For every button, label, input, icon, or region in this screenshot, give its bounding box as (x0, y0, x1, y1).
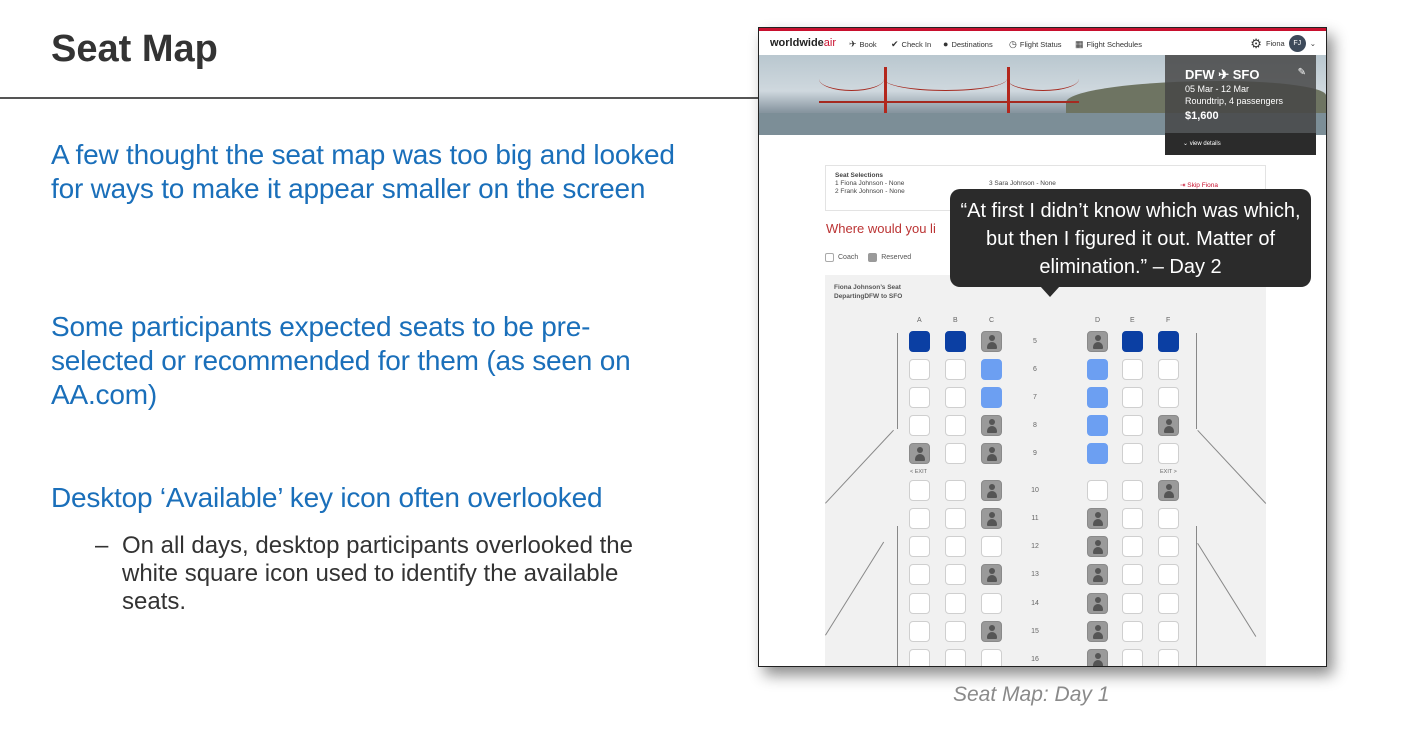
seat-available[interactable] (1158, 593, 1179, 614)
bullet-available-key: Desktop ‘Available’ key icon often overlooked (51, 482, 603, 513)
bridge-deck (819, 101, 1079, 103)
edit-icon[interactable]: ✎ (1297, 67, 1306, 78)
seat-available[interactable] (909, 387, 930, 408)
seat-column-header: F (1166, 317, 1171, 324)
row-number: 16 (1031, 656, 1039, 663)
fuselage-line (897, 333, 898, 429)
fuselage-line (897, 526, 898, 667)
nav-item-book[interactable]: ✈ Book (849, 39, 877, 49)
fuselage-line (1196, 333, 1197, 429)
seat-preferred[interactable] (981, 387, 1002, 408)
row-number: 8 (1033, 422, 1037, 429)
clock-icon: ◷ (1009, 39, 1017, 49)
reserved-seat-icon (868, 253, 877, 262)
row-number: 12 (1031, 543, 1039, 550)
seat-available[interactable] (909, 359, 930, 380)
trip-dates: 05 Mar - 12 Mar (1185, 84, 1250, 94)
row-number: 7 (1033, 394, 1037, 401)
seat-available[interactable] (1158, 387, 1179, 408)
seat-reserved (981, 443, 1002, 464)
seat-available[interactable] (945, 359, 966, 380)
seat-reserved (1087, 649, 1108, 667)
bullet-seat-map-size: A few thought the seat map was too big and looked for ways to make it appear smaller on the screen (51, 139, 675, 204)
seat-available[interactable] (1122, 443, 1143, 464)
nav-item-flight-schedules[interactable]: ▦ Flight Schedules (1075, 39, 1142, 49)
sub-bullet (95, 532, 675, 616)
passenger-selection[interactable]: 1 Fiona Johnson - None (835, 180, 905, 187)
screenshot-caption: Seat Map: Day 1 (953, 683, 1110, 706)
seat-available[interactable] (909, 593, 930, 614)
trip-price: $1,600 (1185, 110, 1219, 122)
seat-reserved (981, 415, 1002, 436)
seat-preferred[interactable] (1087, 415, 1108, 436)
seat-available[interactable] (945, 564, 966, 585)
available-seat-icon (825, 253, 834, 262)
seat-reserved (1087, 593, 1108, 614)
row-number: 15 (1031, 628, 1039, 635)
seat-preferred[interactable] (981, 359, 1002, 380)
seat-available[interactable] (1122, 359, 1143, 380)
app-screenshot (758, 27, 1327, 667)
seat-reserved (1087, 621, 1108, 642)
seat-available[interactable] (1122, 387, 1143, 408)
seat-available[interactable] (1158, 359, 1179, 380)
seat-column-header: D (1095, 317, 1101, 324)
legend-reserved: Reserved (868, 253, 911, 262)
view-details-toggle[interactable]: ⌄ view details (1165, 133, 1316, 155)
seat-available[interactable] (1158, 649, 1179, 667)
seat-preferred[interactable] (1087, 359, 1108, 380)
seat-available[interactable] (1122, 564, 1143, 585)
passenger-selection[interactable]: 2 Frank Johnson - None (835, 188, 905, 195)
gear-icon[interactable]: ⚙ (1250, 35, 1262, 51)
seat-column-header: E (1130, 317, 1135, 324)
seat-available[interactable] (945, 621, 966, 642)
seat-available[interactable] (945, 593, 966, 614)
bridge-cable (819, 67, 884, 91)
nav-item-check-in[interactable]: ✔ Check In (891, 39, 932, 49)
seat-available[interactable] (1122, 593, 1143, 614)
bridge-cable (1007, 67, 1079, 91)
wing-line (825, 430, 894, 504)
skip-passenger-link[interactable]: ⇥ Skip Fiona (1180, 182, 1218, 189)
seat-available[interactable] (1158, 621, 1179, 642)
chevron-down-icon[interactable]: ⌄ (1309, 39, 1316, 48)
calendar-icon: ▦ (1075, 39, 1084, 49)
seat-reserved (981, 564, 1002, 585)
seat-available[interactable] (945, 415, 966, 436)
slide-title: Seat Map (51, 28, 218, 70)
fuselage-line (1196, 526, 1197, 667)
seat-available[interactable] (945, 387, 966, 408)
row-number: 6 (1033, 366, 1037, 373)
seat-reserved (981, 480, 1002, 501)
seat-reserved (1087, 508, 1108, 529)
seat-available[interactable] (945, 508, 966, 529)
trip-summary (1165, 55, 1316, 155)
seat-prompt-heading: Where would you li (826, 221, 936, 236)
logo-accent: air (823, 37, 837, 49)
seat-column-header: B (953, 317, 958, 324)
seat-available[interactable] (981, 649, 1002, 667)
exit-label-right: EXIT > (1160, 469, 1177, 475)
sub-bullet-dash: – (95, 532, 109, 559)
seat-reserved (981, 331, 1002, 352)
seat-available[interactable] (1122, 621, 1143, 642)
seat-column-header: C (989, 317, 995, 324)
seat-reserved (981, 508, 1002, 529)
seat-available[interactable] (909, 508, 930, 529)
nav-item-flight-status[interactable]: ◷ Flight Status (1009, 39, 1062, 49)
seat-reserved (1158, 480, 1179, 501)
seat-available[interactable] (1122, 536, 1143, 557)
seat-column-header: A (917, 317, 922, 324)
seat-reserved (1087, 536, 1108, 557)
seat-available[interactable] (1122, 649, 1143, 667)
chevron-down-icon: ⌄ (1183, 141, 1190, 147)
row-number: 5 (1033, 338, 1037, 345)
seat-available[interactable] (945, 443, 966, 464)
seat-available[interactable] (945, 649, 966, 667)
seat-available[interactable] (945, 536, 966, 557)
bridge-cable (884, 67, 1007, 91)
wing-line (1197, 543, 1256, 637)
seat-available[interactable] (1158, 443, 1179, 464)
seat-available[interactable] (909, 480, 930, 501)
seat-available[interactable] (909, 621, 930, 642)
seat-available[interactable] (1087, 480, 1108, 501)
wing-line (1197, 430, 1266, 504)
seat-available[interactable] (1158, 564, 1179, 585)
seat-map (825, 275, 1266, 667)
seat-available[interactable] (981, 593, 1002, 614)
check-icon: ✔ (891, 39, 899, 49)
user-menu[interactable] (1250, 35, 1316, 52)
seat-available[interactable] (945, 480, 966, 501)
row-number: 9 (1033, 450, 1037, 457)
seat-available[interactable] (981, 536, 1002, 557)
seat-selections-heading: Seat Selections (835, 172, 884, 179)
trip-route: DFW ✈ SFO (1185, 67, 1260, 82)
seat-premium[interactable] (945, 331, 966, 352)
row-number: 13 (1031, 571, 1039, 578)
bullet-preselected-seats: Some participants expected seats to be pre-selected or recommended for them (as seen on AA.com) (51, 311, 631, 410)
title-divider (0, 97, 760, 99)
trip-type: Roundtrip, 4 passengers (1185, 96, 1284, 106)
top-nav (759, 28, 1326, 55)
seat-reserved (1087, 331, 1108, 352)
seat-preferred[interactable] (1087, 387, 1108, 408)
user-name: Fiona (1265, 39, 1285, 48)
nav-item-destinations[interactable]: ● Destinations (943, 39, 993, 49)
row-number: 11 (1031, 515, 1039, 522)
wing-line (825, 542, 884, 636)
avatar[interactable]: FJ (1289, 35, 1306, 52)
exit-label-left: < EXIT (910, 469, 927, 475)
seat-reserved (981, 621, 1002, 642)
seat-legend (825, 253, 911, 262)
seat-available[interactable] (909, 415, 930, 436)
row-number: 14 (1031, 600, 1039, 607)
seat-available[interactable] (909, 649, 930, 667)
skip-icon: ⇥ (1180, 182, 1188, 189)
seat-available[interactable] (909, 536, 930, 557)
row-number: 10 (1031, 487, 1039, 494)
seat-available[interactable] (1158, 508, 1179, 529)
seat-premium[interactable] (1158, 331, 1179, 352)
legend-coach: Coach (825, 253, 858, 262)
sub-bullet-text: On all days, desktop participants overlooked the white square icon used to identify the available seats. (122, 532, 633, 615)
seat-available[interactable] (1158, 536, 1179, 557)
seat-reserved (1158, 415, 1179, 436)
seat-preferred[interactable] (1087, 443, 1108, 464)
seat-available[interactable] (1122, 415, 1143, 436)
passenger-selection[interactable]: 3 Sara Johnson - None (989, 180, 1056, 187)
seat-reserved (909, 443, 930, 464)
seat-reserved (1087, 564, 1108, 585)
seat-available[interactable] (1122, 480, 1143, 501)
quote-bubble: “At first I didn’t know which was which, but then I figured it out. Matter of elimination.” – Day 2 (950, 189, 1311, 287)
brand-logo[interactable] (770, 37, 836, 49)
logo-main: worldwide (770, 37, 824, 49)
seat-premium[interactable] (909, 331, 930, 352)
plane-icon: ✈ (849, 39, 857, 49)
globe-icon: ● (943, 39, 949, 49)
seat-premium[interactable] (1122, 331, 1143, 352)
seat-map-heading: Fiona Johnson’s Seat DepartingDFW to SFO (834, 284, 903, 300)
seat-available[interactable] (909, 564, 930, 585)
seat-available[interactable] (1122, 508, 1143, 529)
